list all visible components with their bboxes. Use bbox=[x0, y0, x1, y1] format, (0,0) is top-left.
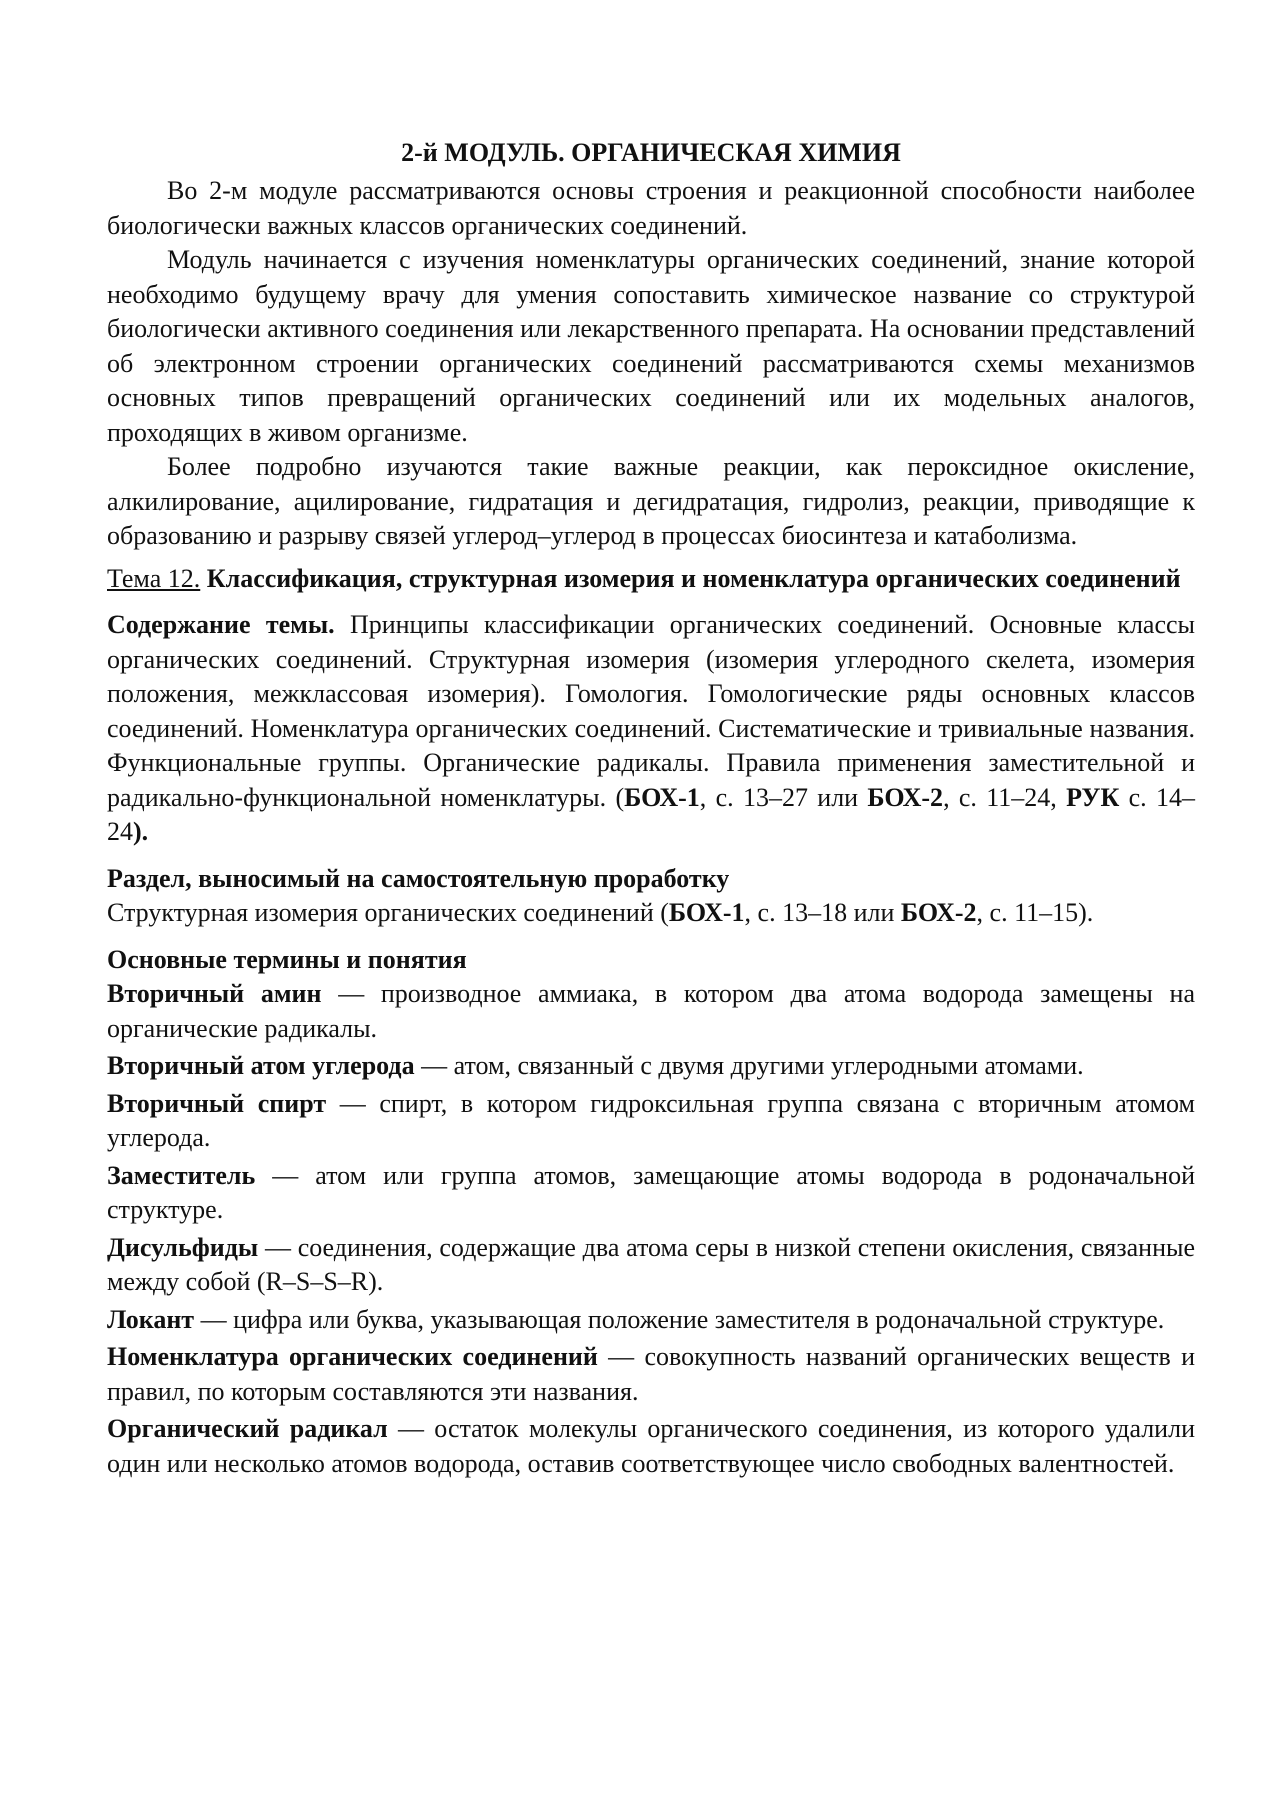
content-ref-1: БОХ-1 bbox=[624, 782, 700, 812]
self-study-text bbox=[107, 896, 1195, 931]
term-definition: — атом или группа атомов, замещающие атомы водорода в родоначальной структуре. bbox=[107, 1160, 1195, 1224]
term-name: Дисульфиды bbox=[107, 1232, 259, 1262]
content-ref-2-pages: , с. 11–24, bbox=[943, 782, 1067, 812]
intro-paragraph-2: Модуль начинается с изучения номенклатуры органических соединений, знание которой необходимо будущему врачу для умения сопоставить химическое название со структурой биологически активного соединения или лекарственного препарата. На основании представлений об электронном строении органических соединений рассматриваются схемы механизмов основных типов превращений органических соединений или их модельных аналогов, проходящих в живом организме. bbox=[107, 245, 1195, 447]
self-study-heading: Раздел, выносимый на самостоятельную проработку bbox=[107, 863, 730, 893]
terms-list bbox=[107, 977, 1195, 1481]
term-definition: — производное аммиака, в котором два атома водорода замещены на органические радикалы. bbox=[107, 979, 1195, 1043]
term-item bbox=[107, 1412, 1195, 1481]
term-name: Локант bbox=[107, 1304, 195, 1334]
page-title: 2-й МОДУЛЬ. ОРГАНИЧЕСКАЯ ХИМИЯ bbox=[401, 138, 901, 167]
term-definition: — остаток молекулы органического соединения, из которого удалили один или несколько атомов водорода, оставив соответствующее число свободных валентностей. bbox=[107, 1414, 1195, 1478]
self-study-ref-1: БОХ-1 bbox=[668, 898, 745, 927]
term-item bbox=[107, 977, 1195, 1046]
self-study-ref-2: БОХ-2 bbox=[900, 898, 977, 927]
term-item bbox=[107, 1087, 1195, 1156]
term-name: Вторичный спирт bbox=[107, 1088, 327, 1118]
content-text: Принципы классификации органических соединений. Основные классы органических соединений. Структурная изомерия (изомерия углеродного скелета, изомерия положения, межклассовая изомерия). Гомология. Гомологические ряды основных классов соединений. Номенклатура органических соединений. Систематические и тривиальные названия. Функциональные группы. Органические радикалы. Правила применения заместительной и радикально-функциональной номенклатуры. ( bbox=[107, 610, 1196, 812]
topic-heading bbox=[107, 562, 1195, 597]
topic-label: Тема 12. bbox=[107, 563, 201, 593]
term-name: Вторичный атом углерода bbox=[107, 1051, 415, 1080]
term-item bbox=[107, 1340, 1195, 1409]
term-name: Вторичный амин bbox=[107, 979, 322, 1008]
self-study-ref-2-pages: , с. 11–15). bbox=[976, 898, 1094, 927]
term-item bbox=[107, 1159, 1195, 1228]
topic-content bbox=[107, 608, 1195, 850]
term-item bbox=[107, 1303, 1195, 1338]
intro-paragraph-3: Более подробно изучаются такие важные реакции, как пероксидное окисление, алкилирование, ацилирование, гидратация и дегидратация, гидролиз, реакции, приводящие к образованию и разрыву связей углерод–углерод в процессах биосинтеза и катаболизма. bbox=[107, 452, 1195, 550]
term-definition: — спирт, в котором гидроксильная группа связана с вторичным атомом углерода. bbox=[107, 1088, 1195, 1152]
term-name: Органический радикал bbox=[107, 1414, 388, 1443]
content-ref-3: РУК bbox=[1066, 782, 1120, 812]
term-name: Номенклатура органических соединений bbox=[107, 1342, 598, 1371]
term-name: Заместитель bbox=[107, 1160, 256, 1190]
term-definition: — атом, связанный с двумя другими углеродными атомами. bbox=[414, 1051, 1084, 1080]
self-study-ref-1-pages: , с. 13–18 или bbox=[744, 898, 901, 927]
terms-heading: Основные термины и понятия bbox=[107, 944, 467, 974]
term-definition: — совокупность названий органических веществ и правил, по которым составляются эти названия. bbox=[107, 1342, 1195, 1406]
content-ref-2: БОХ-2 bbox=[867, 782, 944, 812]
intro-paragraph-1: Во 2-м модуле рассматриваются основы строения и реакционной способности наиболее биологически важных классов органических соединений. bbox=[107, 176, 1195, 240]
term-definition: — цифра или буква, указывающая положение заместителя в родоначальной структуре. bbox=[194, 1304, 1165, 1334]
self-study-body: Структурная изомерия органических соединений ( bbox=[107, 898, 669, 927]
topic-title: Классификация, структурная изомерия и номенклатура органических соединений bbox=[206, 563, 1181, 593]
term-definition: — соединения, содержащие два атома серы в низкой степени окисления, связанные между собой (R–S–S–R). bbox=[107, 1232, 1195, 1296]
content-label: Содержание темы. bbox=[107, 610, 335, 639]
content-end: ). bbox=[133, 817, 149, 846]
content-ref-1-pages: , с. 13–27 или bbox=[699, 782, 868, 812]
term-item bbox=[107, 1231, 1195, 1300]
term-item bbox=[107, 1049, 1195, 1084]
content-ref-3-pages: с. 14–24 bbox=[107, 782, 1195, 846]
